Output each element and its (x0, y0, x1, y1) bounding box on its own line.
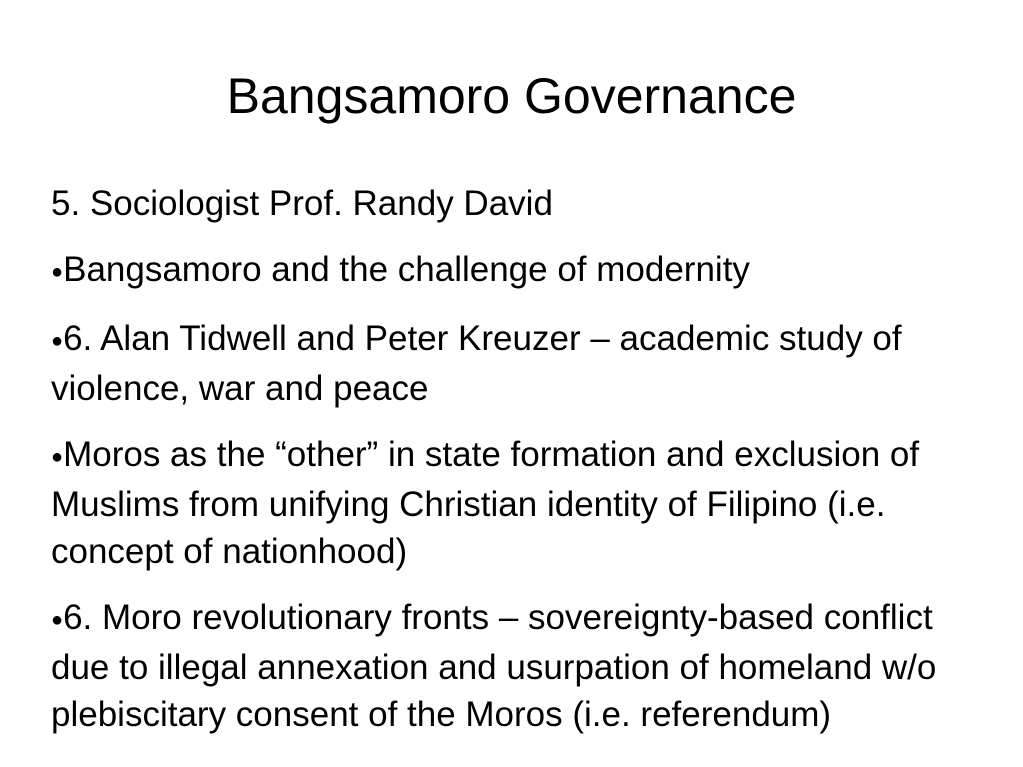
bullet-item-moros-other (51, 431, 981, 575)
bullet-item-modernity (51, 246, 981, 296)
paragraph-sociologist (51, 180, 981, 227)
bullet-dot-icon: ● (51, 446, 64, 468)
bullet-item-academic-study (51, 315, 981, 412)
bullet-dot-icon: ● (51, 330, 64, 352)
slide-title: Bangsamoro Governance (226, 68, 797, 124)
bullet-item-text: Moros as the “other” in state formation and exclusion of Muslims from unifying Christian identity of Filipino (i.e. concept of nationhood) (51, 435, 920, 571)
bullet-dot-icon: ● (51, 261, 64, 283)
bullet-item-revolutionary-fronts (51, 594, 981, 738)
bullet-item-text: Bangsamoro and the challenge of modernity (63, 250, 750, 289)
bullet-dot-icon: ● (51, 609, 64, 631)
slide-body (51, 180, 981, 757)
bullet-item-text: 6. Alan Tidwell and Peter Kreuzer – academic study of violence, war and peace (51, 319, 902, 408)
paragraph-text: 5. Sociologist Prof. Randy David (51, 184, 553, 223)
bullet-item-text: 6. Moro revolutionary fronts – sovereignty-based conflict due to illegal annexation and usurpation of homeland w/o plebiscitary consent of the Moros (i.e. referendum) (51, 598, 937, 734)
